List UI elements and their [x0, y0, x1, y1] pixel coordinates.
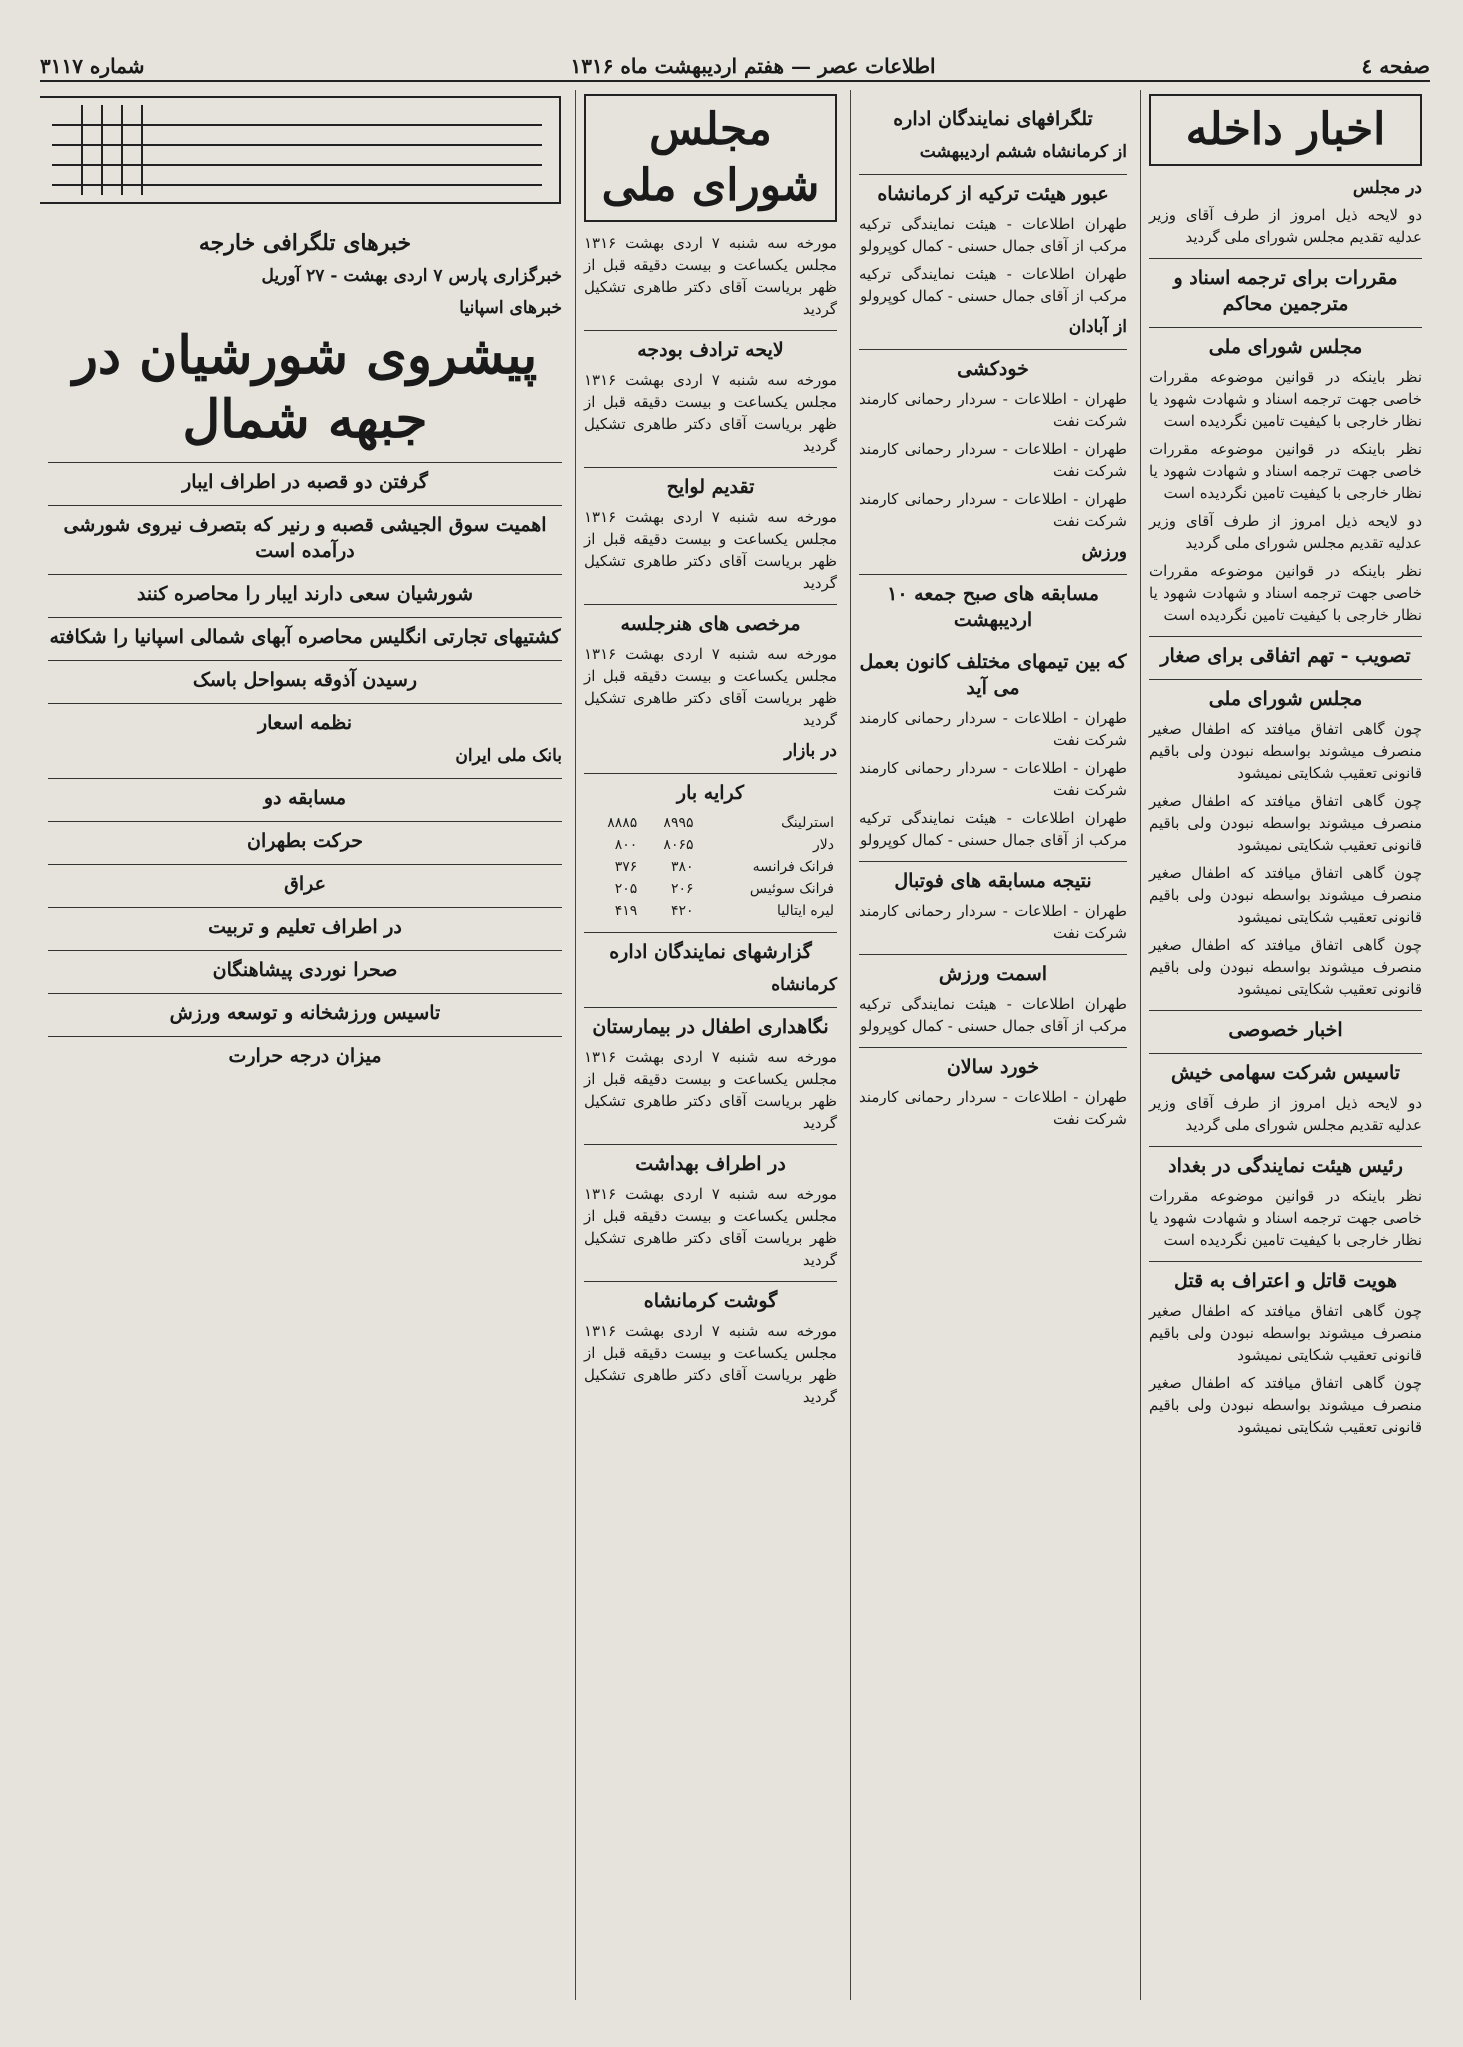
article-heading: تاسیس شرکت سهامی خیش: [1149, 1053, 1422, 1086]
rate-row: [584, 812, 837, 834]
rate-cell: ۸۹۹۵: [663, 815, 694, 831]
section-heading: از کرمانشاه ششم اردیبهشت: [919, 142, 1127, 162]
article-text: طهران - اطلاعات - سردار رحمانی کارمند شرکت نفت: [859, 759, 1127, 799]
article-text: مورخه سه شنبه ۷ اردی بهشت ۱۳۱۶ مجلس یکساعت و بیست دقیقه قبل از ظهر بریاست آقای دکتر طاهری تشکیل گردید: [584, 645, 837, 729]
rate-cell: فرانک سوئیس: [749, 881, 834, 897]
rate-cell: ۴۲۰: [670, 903, 694, 919]
article-heading: مسابقه های صبح جمعه ۱۰ اردیبهشت: [859, 574, 1127, 633]
article-heading: مجلس شورای ملی: [1149, 679, 1422, 712]
article-text: چون گاهی اتفاق میافتد که اطفال صغیر منصرف میشوند بواسطه نبودن ولی باقیم قانونی تعقیب شکایتی نمیشود: [1149, 720, 1422, 782]
article-text: چون گاهی اتفاق میافتد که اطفال صغیر منصرف میشوند بواسطه نبودن ولی باقیم قانونی تعقیب شکایتی نمیشود: [1149, 1374, 1422, 1436]
column-telegrams: [850, 90, 1135, 2000]
article-heading: لایحه ترادف بودجه: [584, 330, 837, 363]
article-text: مورخه سه شنبه ۷ اردی بهشت ۱۳۱۶ مجلس یکساعت و بیست دقیقه قبل از ظهر بریاست آقای دکتر طاهری تشکیل گردید: [584, 1185, 837, 1269]
column-domestic: [1140, 90, 1430, 2000]
section-heading: ورزش: [1081, 542, 1127, 562]
article-text: طهران اطلاعات - هیئت نمایندگی ترکیه مرکب از آقای جمال حسنی - کمال کوپرولو: [859, 995, 1127, 1035]
section-heading: در بازار: [784, 741, 837, 761]
article-heading: تلگرافهای نمایندگان اداره: [893, 108, 1093, 130]
article-text: طهران - اطلاعات - سردار رحمانی کارمند شرکت نفت: [859, 902, 1127, 942]
section-heading: در مجلس: [1352, 178, 1422, 198]
rate-cell: ۳۷۶: [614, 859, 638, 875]
rate-cell: ۴۱۹: [614, 903, 638, 919]
article-heading: رسیدن آذوقه بسواحل باسک: [48, 660, 562, 693]
dateline: خبرگزاری پارس ۷ اردی بهشت - ۲۷ آوریل: [261, 266, 562, 286]
article-heading: مسابقه دو: [48, 778, 562, 811]
article-text: نظر باینکه در قوانین موضوعه مقررات خاصی جهت ترجمه اسناد و شهادت شهود یا نظار خارجی با کیفیت تامین نگردیده است: [1149, 1187, 1422, 1249]
article-heading: کرایه بار: [584, 773, 837, 806]
article-heading: نظمه اسعار: [48, 703, 562, 736]
masthead-parliament: مجلس شورای ملی: [584, 94, 837, 222]
article-heading: حرکت بطهران: [48, 821, 562, 854]
article-heading: صحرا نوردی پیشاهنگان: [48, 950, 562, 983]
article-text: طهران - اطلاعات - سردار رحمانی کارمند شرکت نفت: [859, 1088, 1127, 1128]
section-heading: بانک ملی ایران: [455, 746, 562, 766]
article-text: مورخه سه شنبه ۷ اردی بهشت ۱۳۱۶ مجلس یکساعت و بیست دقیقه قبل از ظهر بریاست آقای دکتر طاهری تشکیل گردید: [584, 1322, 837, 1406]
article-text: مورخه سه شنبه ۷ اردی بهشت ۱۳۱۶ مجلس یکساعت و بیست دقیقه قبل از ظهر بریاست آقای دکتر طاهری تشکیل گردید: [584, 371, 837, 455]
article-heading: رئیس هیئت نمایندگی در بغداد: [1149, 1146, 1422, 1179]
rate-cell: ۸۸۸۵: [607, 815, 638, 831]
paper-date: اطلاعات عصر — هفتم اردیبهشت ماه ۱۳۱۶: [570, 54, 936, 78]
article-heading: در اطراف بهداشت: [584, 1144, 837, 1177]
rate-cell: دلار: [813, 837, 834, 853]
rate-cell: ۲۰۶: [670, 881, 694, 897]
article-heading: تقدیم لوایح: [584, 467, 837, 500]
article-heading: هویت قاتل و اعتراف به قتل: [1149, 1261, 1422, 1294]
issue-number: شماره ۳۱۱۷: [40, 54, 145, 78]
section-heading: از آبادان: [1068, 317, 1127, 337]
article-heading: مجلس شورای ملی: [1149, 327, 1422, 360]
article-text: چون گاهی اتفاق میافتد که اطفال صغیر منصرف میشوند بواسطه نبودن ولی باقیم قانونی تعقیب شکایتی نمیشود: [1149, 1302, 1422, 1364]
article-heading: اسمت ورزش: [859, 954, 1127, 987]
rate-row: [584, 856, 837, 878]
section-heading: کرمانشاه: [771, 975, 837, 995]
article-text: دو لایحه ذیل امروز از طرف آقای وزیر عدلیه تقدیم مجلس شورای ملی گردید: [1149, 512, 1422, 552]
article-heading: نتیجه مسابقه های فوتبال: [859, 861, 1127, 894]
article-heading: در اطراف تعلیم و تربیت: [48, 907, 562, 940]
article-text: نظر باینکه در قوانین موضوعه مقررات خاصی جهت ترجمه اسناد و شهادت شهود یا نظار خارجی با کیفیت تامین نگردیده است: [1149, 368, 1422, 430]
article-heading: تاسیس ورزشخانه و توسعه ورزش: [48, 993, 562, 1026]
harp-title-ornament: [40, 90, 562, 210]
masthead-domestic: اخبار داخله: [1149, 94, 1422, 166]
article-text: طهران - اطلاعات - سردار رحمانی کارمند شرکت نفت: [859, 709, 1127, 749]
page-header-bar: [40, 52, 1430, 82]
article-text: دو لایحه ذیل امروز از طرف آقای وزیر عدلیه تقدیم مجلس شورای ملی گردید: [1149, 1094, 1422, 1134]
article-text: مورخه سه شنبه ۷ اردی بهشت ۱۳۱۶ مجلس یکساعت و بیست دقیقه قبل از ظهر بریاست آقای دکتر طاهری تشکیل گردید: [584, 508, 837, 592]
rate-row: [584, 878, 837, 900]
article-text: نظر باینکه در قوانین موضوعه مقررات خاصی جهت ترجمه اسناد و شهادت شهود یا نظار خارجی با کیفیت تامین نگردیده است: [1149, 562, 1422, 624]
article-text: مورخه سه شنبه ۷ اردی بهشت ۱۳۱۶ مجلس یکساعت و بیست دقیقه قبل از ظهر بریاست آقای دکتر طاهری تشکیل گردید: [584, 1048, 837, 1132]
article-text: طهران - اطلاعات - سردار رحمانی کارمند شرکت نفت: [859, 390, 1127, 430]
article-heading: اخبار خصوصی: [1149, 1010, 1422, 1043]
page-number: صفحه ٤: [1361, 54, 1430, 78]
newspaper-page: [40, 52, 1430, 2012]
article-text: چون گاهی اتفاق میافتد که اطفال صغیر منصرف میشوند بواسطه نبودن ولی باقیم قانونی تعقیب شکایتی نمیشود: [1149, 936, 1422, 998]
article-text: طهران اطلاعات - هیئت نمایندگی ترکیه مرکب از آقای جمال حسنی - کمال کوپرولو: [859, 215, 1127, 255]
article-text: طهران اطلاعات - هیئت نمایندگی ترکیه مرکب از آقای جمال حسنی - کمال کوپرولو: [859, 809, 1127, 849]
rate-cell: لیره ایتالیا: [776, 903, 834, 919]
article-text: نظر باینکه در قوانین موضوعه مقررات خاصی جهت ترجمه اسناد و شهادت شهود یا نظار خارجی با کیفیت تامین نگردیده است: [1149, 440, 1422, 502]
article-heading: خورد سالان: [859, 1047, 1127, 1080]
article-heading: شورشیان سعی دارند ایبار را محاصره کنند: [48, 574, 562, 607]
article-heading: گرفتن دو قصبه در اطراف ایبار: [48, 462, 562, 495]
article-heading: میزان درجه حرارت: [48, 1036, 562, 1069]
rate-cell: ۸۰۰: [614, 837, 638, 853]
rate-row: [584, 900, 837, 922]
freight-table: [584, 812, 837, 922]
article-heading: گوشت کرمانشاه: [584, 1281, 837, 1314]
column-parliament: [575, 90, 845, 2000]
section-title: خبرهای تلگرافی خارجه: [198, 230, 412, 256]
article-text: طهران - اطلاعات - سردار رحمانی کارمند شرکت نفت: [859, 490, 1127, 530]
article-text: چون گاهی اتفاق میافتد که اطفال صغیر منصرف میشوند بواسطه نبودن ولی باقیم قانونی تعقیب شکایتی نمیشود: [1149, 864, 1422, 926]
article-text: طهران - اطلاعات - سردار رحمانی کارمند شرکت نفت: [859, 440, 1127, 480]
article-heading: گزارشهای نمایندگان اداره: [584, 932, 837, 965]
article-heading: خودکشی: [859, 349, 1127, 382]
rate-cell: ۳۸۰: [670, 859, 694, 875]
rate-cell: ۲۰۵: [614, 881, 638, 897]
rate-cell: فرانک فرانسه: [752, 859, 834, 875]
article-heading: عبور هیئت ترکیه از کرمانشاه: [859, 174, 1127, 207]
section-heading: خبرهای اسپانیا: [459, 298, 562, 318]
article-heading: اهمیت سوق الجیشی قصبه و رنیر که بتصرف نیروی شورشی درآمده است: [48, 505, 562, 564]
rate-cell: ۸۰۶۵: [663, 837, 694, 853]
article-text: مورخه سه شنبه ۷ اردی بهشت ۱۳۱۶ مجلس یکساعت و بیست دقیقه قبل از ظهر بریاست آقای دکتر طاهری تشکیل گردید: [584, 234, 837, 318]
article-heading: نگاهداری اطفال در بیمارستان: [584, 1007, 837, 1040]
rate-row: [584, 834, 837, 856]
article-heading: مرخصی های هنرجلسه: [584, 604, 837, 637]
article-heading: مقررات برای ترجمه اسناد و مترجمین محاکم: [1149, 258, 1422, 317]
article-heading: که بین تیمهای مختلف کانون بعمل می آید: [859, 651, 1127, 699]
column-foreign: [40, 90, 570, 2000]
article-heading: تصویب - تهم اتفاقی برای صغار: [1149, 636, 1422, 669]
article-text: طهران اطلاعات - هیئت نمایندگی ترکیه مرکب از آقای جمال حسنی - کمال کوپرولو: [859, 265, 1127, 305]
article-heading: عراق: [48, 864, 562, 897]
article-text: چون گاهی اتفاق میافتد که اطفال صغیر منصرف میشوند بواسطه نبودن ولی باقیم قانونی تعقیب شکایتی نمیشود: [1149, 792, 1422, 854]
rate-cell: استرلینگ: [781, 815, 834, 831]
article-heading: کشتیهای تجارتی انگلیس محاصره آبهای شمالی اسپانیا را شکافته: [48, 617, 562, 650]
article-text: دو لایحه ذیل امروز از طرف آقای وزیر عدلیه تقدیم مجلس شورای ملی گردید: [1149, 206, 1422, 246]
headline-banner: پیشروی شورشیان در جبهه شمال: [72, 325, 538, 450]
